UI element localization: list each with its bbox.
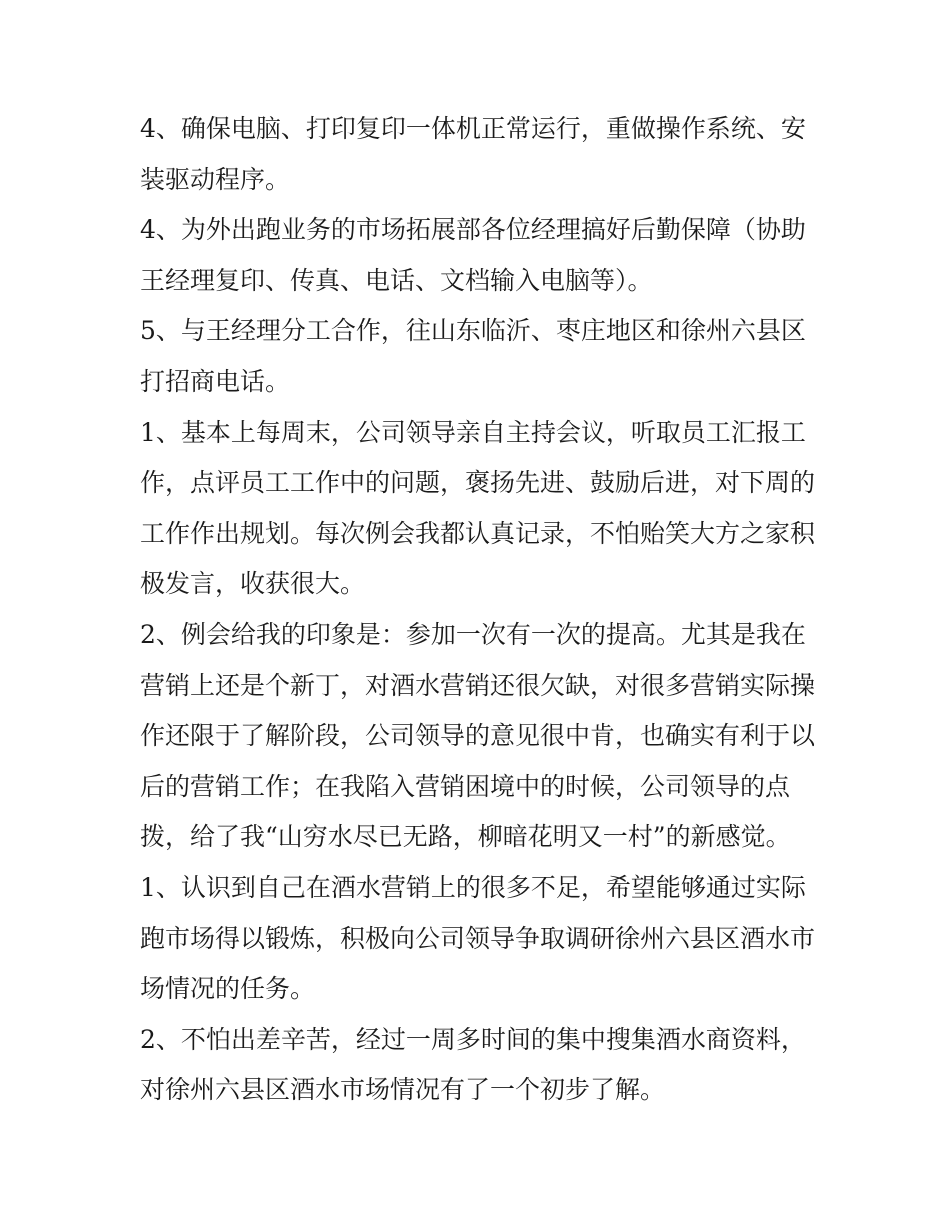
text-line: 1、基本上每周末，公司领导亲自主持会议，听取员工汇报工 [140, 417, 806, 447]
text-line: 极发言，收获很大。 [140, 569, 366, 599]
paragraph-logistics-support [140, 205, 820, 306]
text-line: 后的营销工作；在我陷入营销困境中的时候，公司领导的点 [140, 771, 791, 801]
text-line: 5、与王经理分工合作，往山东临沂、枣庄地区和徐州六县区 [140, 316, 806, 346]
text-line: 跑市场得以锻炼，积极向公司领导争取调研徐州六县区酒水市 [140, 923, 816, 953]
text-line: 拨，给了我“山穷水尽已无路，柳暗花明又一村”的新感觉。 [140, 822, 791, 852]
text-line: 4、确保电脑、打印复印一体机正常运行，重做操作系统、安 [140, 114, 806, 143]
text-line: 营销上还是个新丁，对酒水营销还很欠缺，对很多营销实际操 [140, 670, 816, 700]
paragraph-equipment-maintenance [140, 104, 820, 205]
text-line: 王经理复印、传真、电话、文档输入电脑等）。 [140, 265, 653, 295]
paragraph-business-trip [140, 1015, 820, 1116]
text-line: 对徐州六县区酒水市场情况有了一个初步了解。 [140, 1075, 666, 1105]
text-line: 作，点评员工工作中的问题，褒扬先进、鼓励后进，对下周的 [140, 468, 816, 498]
paragraph-meeting-impressions [140, 610, 820, 863]
text-line: 作还限于了解阶段，公司领导的意见很中肯，也确实有利于以 [140, 721, 816, 751]
paragraph-market-research [140, 863, 820, 1015]
text-line: 场情况的任务。 [140, 974, 316, 1004]
text-line: 打招商电话。 [140, 366, 291, 396]
text-line: 4、为外出跑业务的市场拓展部各位经理搞好后勤保障（协助 [140, 215, 806, 245]
paragraph-investment-calls [140, 306, 820, 407]
text-line: 2、不怕出差辛苦，经过一周多时间的集中搜集酒水商资料， [140, 1024, 806, 1054]
text-line: 2、例会给我的印象是：参加一次有一次的提高。尤其是我在 [140, 619, 806, 649]
text-line: 1、认识到自己在酒水营销上的很多不足，希望能够通过实际 [140, 872, 806, 902]
document-body [140, 104, 820, 1116]
text-line: 装驱动程序。 [140, 164, 291, 194]
text-line: 工作作出规划。每次例会我都认真记录，不怕贻笑大方之家积 [140, 518, 816, 548]
paragraph-weekly-meetings [140, 408, 820, 610]
